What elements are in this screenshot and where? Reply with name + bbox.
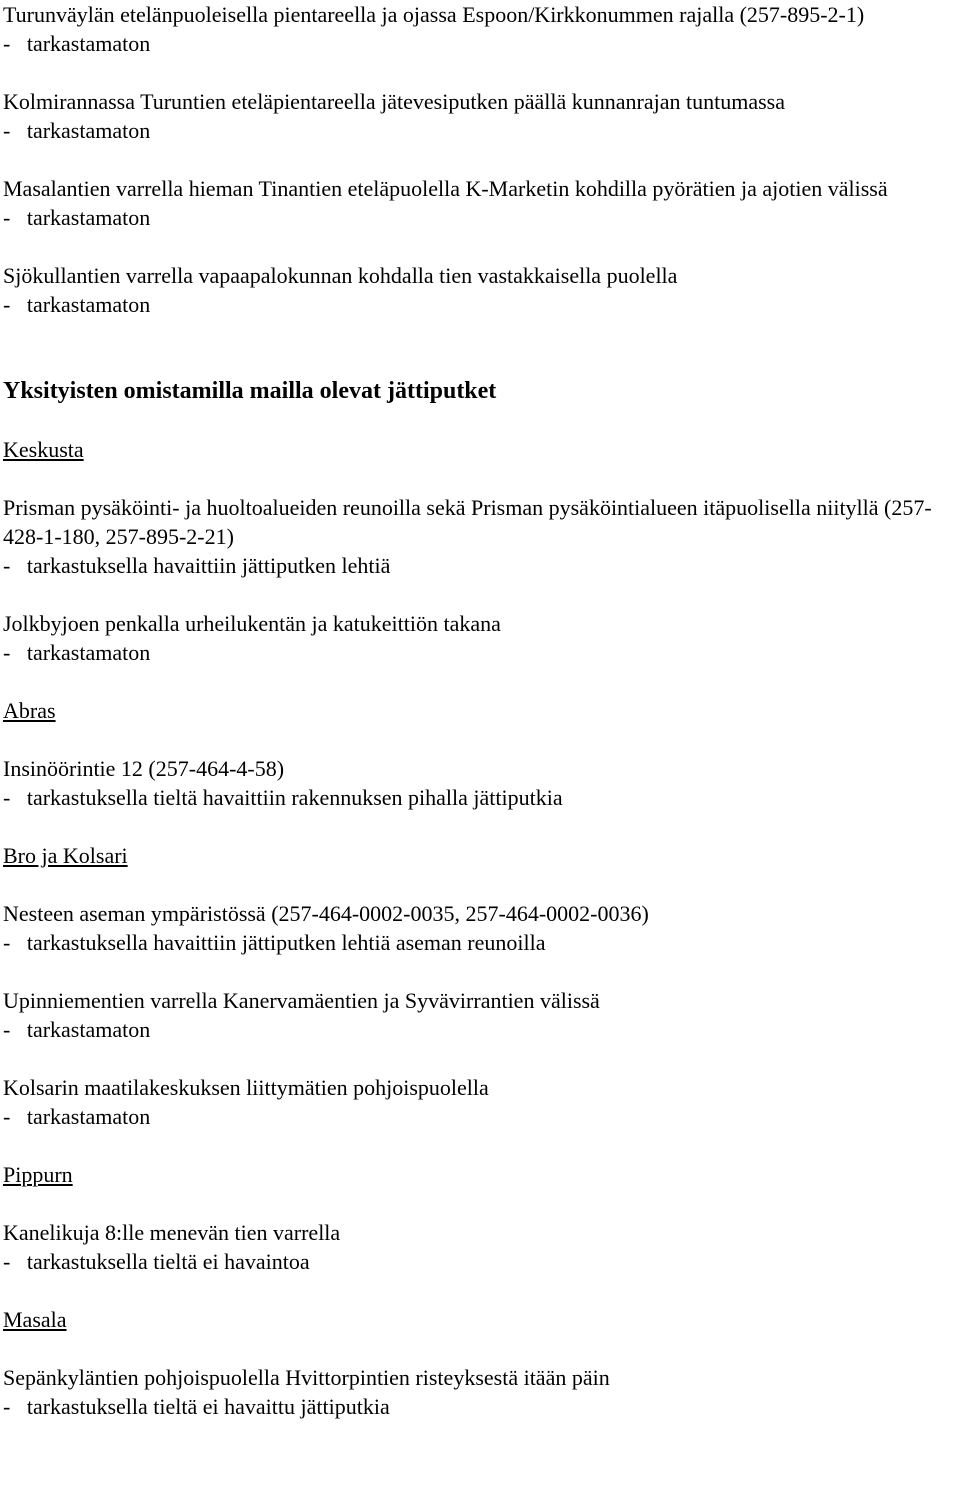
location-text: Sjökullantien varrella vapaapalokunnan kohdalla tien vastakkaisella puolella [3,263,678,288]
section-heading: Yksityisten omistamilla mailla olevat jättiputket [3,378,497,404]
location-text: Jolkbyjoen penkalla urheilukentän ja katukeittiön takana [3,611,501,636]
status-text: - tarkastamaton [3,1017,151,1042]
area-heading-bro-ja-kolsari: Bro ja Kolsari [3,843,128,868]
entry [3,87,958,145]
location-text: Kolsarin maatilakeskuksen liittymätien pohjoispuolella [3,1075,489,1100]
entry [3,986,958,1044]
status-text: - tarkastuksella tieltä ei havaittu jättiputkia [3,1394,390,1419]
location-text: Nesteen aseman ympäristössä (257-464-0002-0035, 257-464-0002-0036) [3,901,649,926]
location-text: Insinöörintie 12 (257-464-4-58) [3,756,285,781]
area-heading-masala: Masala [3,1307,67,1332]
entry [3,493,958,580]
status-text: - tarkastamaton [3,31,151,56]
status-text: - tarkastuksella tieltä ei havaintoa [3,1249,310,1274]
status-text: - tarkastamaton [3,118,151,143]
status-text: - tarkastamaton [3,640,151,665]
entry [3,609,958,667]
status-text: - tarkastuksella tieltä havaittiin rakennuksen pihalla jättiputkia [3,785,563,810]
status-text: - tarkastuksella havaittiin jättiputken lehtiä aseman reunoilla [3,930,546,955]
entry [3,261,958,319]
location-text: Kanelikuja 8:lle menevän tien varrella [3,1220,341,1245]
location-text: Masalantien varrella hieman Tinantien eteläpuolella K-Marketin kohdilla pyörätien ja ajotien välissä [3,176,888,201]
area-heading-pippurn: Pippurn [3,1162,73,1187]
status-text: - tarkastamaton [3,1104,151,1129]
entry [3,1363,958,1421]
document-body [3,0,958,1421]
entry [3,0,958,58]
area-heading-abras: Abras [3,698,56,723]
entry [3,899,958,957]
entry [3,1073,958,1131]
area-heading-keskusta: Keskusta [3,437,84,462]
entry [3,174,958,232]
location-text: Sepänkyläntien pohjoispuolella Hvittorpintien risteyksestä itään päin [3,1365,610,1390]
status-text: - tarkastamaton [3,205,151,230]
location-text: Upinniementien varrella Kanervamäentien ja Syvävirrantien välissä [3,988,600,1013]
status-text: - tarkastuksella havaittiin jättiputken lehtiä [3,553,391,578]
location-text: Prisman pysäköinti- ja huoltoalueiden reunoilla sekä Prisman pysäköintialueen itäpuolisella niityllä (257-428-1-180, 257-895-2-21) [3,495,932,549]
entry [3,754,958,812]
status-text: - tarkastamaton [3,292,151,317]
location-text: Turunväylän etelänpuoleisella pientareella ja ojassa Espoon/Kirkkonummen rajalla (257-895-2-1) [3,2,865,27]
entry [3,1218,958,1276]
location-text: Kolmirannassa Turuntien eteläpientareella jätevesiputken päällä kunnanrajan tuntumassa [3,89,785,114]
